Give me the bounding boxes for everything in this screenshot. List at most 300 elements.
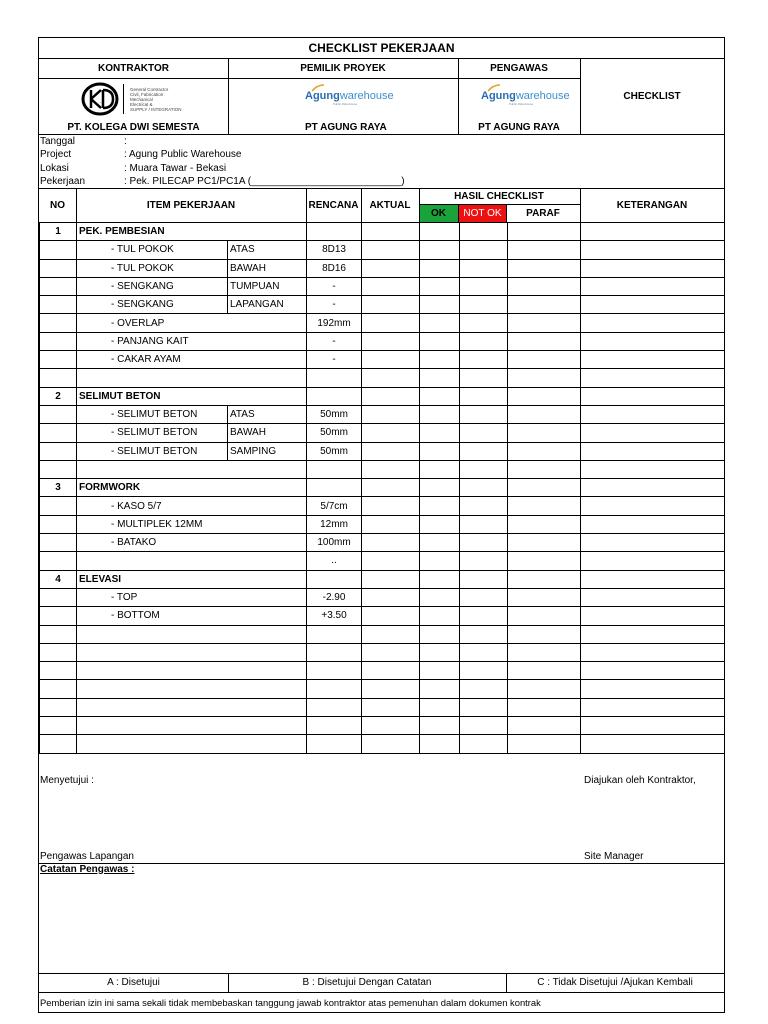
row-number: [40, 460, 77, 478]
paraf-cell: [508, 351, 581, 369]
pemilik-label: PEMILIK PROYEK: [300, 62, 386, 74]
item-detail: SAMPING: [228, 442, 307, 460]
not-ok-cell: [460, 479, 508, 497]
keterangan-cell: [581, 552, 725, 570]
item-name: [77, 717, 307, 735]
not-ok-cell: [460, 314, 508, 332]
row-number: [40, 332, 77, 350]
not-ok-cell: [460, 442, 508, 460]
paraf-cell: [508, 479, 581, 497]
table-row: [40, 424, 725, 442]
item-name: - BOTTOM: [77, 607, 307, 625]
item-name: - OVERLAP: [77, 314, 307, 332]
item-detail: BAWAH: [228, 259, 307, 277]
aktual-cell: [362, 698, 420, 716]
kds-logo: [81, 80, 182, 118]
item-name: - CAKAR AYAM: [77, 351, 307, 369]
aktual-cell: [362, 369, 420, 387]
paraf-cell: [508, 735, 581, 753]
item-name: - SELIMUT BETON: [77, 424, 228, 442]
item-name: [77, 625, 307, 643]
ok-cell: [420, 332, 460, 350]
aktual-cell: [362, 460, 420, 478]
row-number: [40, 259, 77, 277]
item-name: - SELIMUT BETON: [77, 442, 228, 460]
pekerjaan-value: : Pek. PILECAP PC1/PC1A (___________________________): [124, 176, 405, 187]
ok-cell: [420, 625, 460, 643]
keterangan-cell: [581, 680, 725, 698]
aktual-cell: [362, 223, 420, 241]
rencana-value: 50mm: [307, 442, 362, 460]
paraf-cell: [508, 588, 581, 606]
col-rencana-header: RENCANA: [308, 199, 359, 211]
row-number: [40, 717, 77, 735]
ok-cell: [420, 369, 460, 387]
aktual-cell: [362, 662, 420, 680]
item-name: SELIMUT BETON: [77, 387, 307, 405]
not-ok-cell: [460, 588, 508, 606]
rencana-value: [307, 680, 362, 698]
paraf-cell: [508, 607, 581, 625]
row-number: [40, 552, 77, 570]
item-name: - TUL POKOK: [77, 241, 228, 259]
row-number: 2: [40, 387, 77, 405]
ok-cell: [420, 387, 460, 405]
item-detail: TUMPUAN: [228, 277, 307, 295]
rencana-value: -: [307, 296, 362, 314]
item-name: [77, 369, 307, 387]
table-row: [40, 296, 725, 314]
item-name: - PANJANG KAIT: [77, 332, 307, 350]
ok-cell: [420, 460, 460, 478]
row-number: [40, 735, 77, 753]
keterangan-cell: [581, 332, 725, 350]
rencana-value: 50mm: [307, 405, 362, 423]
col-item-header: ITEM PEKERJAAN: [146, 199, 236, 211]
checklist-sheet: [38, 37, 725, 1013]
paraf-cell: [508, 698, 581, 716]
not-ok-cell: [460, 698, 508, 716]
paraf-cell: [508, 296, 581, 314]
aktual-cell: [362, 351, 420, 369]
kds-emblem-icon: [81, 81, 119, 117]
table-row: [40, 405, 725, 423]
row-number: [40, 588, 77, 606]
aktual-cell: [362, 534, 420, 552]
aktual-cell: [362, 552, 420, 570]
kontraktor-label: KONTRAKTOR: [98, 62, 169, 74]
keterangan-cell: [581, 241, 725, 259]
aktual-cell: [362, 735, 420, 753]
not-ok-cell: [460, 717, 508, 735]
col-aktual-header: AKTUAL: [369, 199, 411, 211]
ok-cell: [420, 717, 460, 735]
menyetujui-label: Menyetujui :: [40, 774, 94, 786]
not-ok-cell: [460, 497, 508, 515]
ok-cell: [420, 314, 460, 332]
not-ok-cell: [460, 277, 508, 295]
ok-cell: [420, 643, 460, 661]
paraf-cell: [508, 497, 581, 515]
kontraktor-name: PT. KOLEGA DWI SEMESTA: [67, 121, 200, 133]
col-keterangan-header: KETERANGAN: [616, 199, 688, 211]
table-row: [40, 717, 725, 735]
aktual-cell: [362, 332, 420, 350]
agung-warehouse-logo-2: Agungwarehouse Public Warehouse: [481, 90, 561, 106]
paraf-cell: [508, 405, 581, 423]
not-ok-cell: [460, 424, 508, 442]
keterangan-cell: [581, 259, 725, 277]
keterangan-cell: [581, 735, 725, 753]
paraf-cell: [508, 662, 581, 680]
ok-cell: [420, 607, 460, 625]
ok-cell: [420, 534, 460, 552]
row-number: [40, 405, 77, 423]
ok-cell: [420, 570, 460, 588]
table-row: [40, 277, 725, 295]
ok-cell: [420, 552, 460, 570]
row-number: [40, 643, 77, 661]
paraf-cell: [508, 332, 581, 350]
rencana-value: -: [307, 332, 362, 350]
rencana-value: 5/7cm: [307, 497, 362, 515]
table-row: [40, 625, 725, 643]
row-number: [40, 607, 77, 625]
ok-cell: [420, 735, 460, 753]
table-row: [40, 515, 725, 533]
row-number: [40, 296, 77, 314]
rencana-value: [307, 387, 362, 405]
aktual-cell: [362, 442, 420, 460]
not-ok-cell: [460, 534, 508, 552]
ok-cell: [420, 588, 460, 606]
aktual-cell: [362, 680, 420, 698]
checklist-table: [39, 222, 725, 754]
row-number: [40, 698, 77, 716]
item-name: - KASO 5/7: [77, 497, 307, 515]
table-row: [40, 680, 725, 698]
keterangan-cell: [581, 296, 725, 314]
item-name: - SELIMUT BETON: [77, 405, 228, 423]
not-ok-cell: [460, 662, 508, 680]
rencana-value: [307, 625, 362, 643]
rencana-value: [307, 479, 362, 497]
ok-cell: [420, 351, 460, 369]
row-number: 3: [40, 479, 77, 497]
keterangan-cell: [581, 643, 725, 661]
row-number: [40, 662, 77, 680]
keterangan-cell: [581, 460, 725, 478]
not-ok-cell: [460, 515, 508, 533]
table-row: [40, 735, 725, 753]
keterangan-cell: [581, 534, 725, 552]
project-label: Project: [40, 148, 72, 160]
table-row: [40, 643, 725, 661]
rencana-value: 8D16: [307, 259, 362, 277]
checklist-label: CHECKLIST: [623, 90, 681, 102]
col-hasil-header: HASIL CHECKLIST: [454, 190, 544, 202]
paraf-cell: [508, 223, 581, 241]
rencana-value: [307, 643, 362, 661]
item-detail: ATAS: [228, 405, 307, 423]
paraf-cell: [508, 442, 581, 460]
aktual-cell: [362, 405, 420, 423]
aktual-cell: [362, 479, 420, 497]
aktual-cell: [362, 607, 420, 625]
aktual-cell: [362, 570, 420, 588]
rencana-value: [307, 369, 362, 387]
rencana-value: [307, 698, 362, 716]
pemilik-name: PT AGUNG RAYA: [305, 121, 387, 133]
ok-cell: [420, 680, 460, 698]
aktual-cell: [362, 277, 420, 295]
ok-cell: [420, 424, 460, 442]
row-number: [40, 442, 77, 460]
keterangan-cell: [581, 570, 725, 588]
rencana-value: 8D13: [307, 241, 362, 259]
paraf-cell: [508, 241, 581, 259]
rencana-value: ..: [307, 552, 362, 570]
keterangan-cell: [581, 588, 725, 606]
tanggal-label: Tanggal: [40, 135, 76, 147]
site-manager-label: Site Manager: [584, 850, 644, 862]
table-row: [40, 442, 725, 460]
table-row: [40, 570, 725, 588]
keterangan-cell: [581, 277, 725, 295]
item-name: [77, 460, 307, 478]
not-ok-cell: [460, 241, 508, 259]
not-ok-cell: [460, 351, 508, 369]
keterangan-cell: [581, 515, 725, 533]
keterangan-cell: [581, 717, 725, 735]
paraf-cell: [508, 552, 581, 570]
not-ok-cell: [460, 387, 508, 405]
not-ok-cell: [460, 460, 508, 478]
aktual-cell: [362, 643, 420, 661]
row-number: [40, 241, 77, 259]
rencana-value: [307, 735, 362, 753]
ok-cell: [420, 223, 460, 241]
keterangan-cell: [581, 314, 725, 332]
not-ok-cell: [460, 332, 508, 350]
item-name: FORMWORK: [77, 479, 307, 497]
rencana-value: [307, 223, 362, 241]
rencana-value: +3.50: [307, 607, 362, 625]
not-ok-cell: [460, 735, 508, 753]
row-number: [40, 534, 77, 552]
pengawas-label: PENGAWAS: [490, 62, 548, 74]
ok-cell: [420, 241, 460, 259]
table-row: [40, 241, 725, 259]
keterangan-cell: [581, 662, 725, 680]
not-ok-cell: [460, 552, 508, 570]
keterangan-cell: [581, 405, 725, 423]
table-row: [40, 662, 725, 680]
row-number: [40, 369, 77, 387]
project-value: : Agung Public Warehouse: [124, 148, 242, 160]
not-ok-cell: [460, 680, 508, 698]
col-paraf-header: PARAF: [526, 208, 560, 219]
row-number: [40, 680, 77, 698]
not-ok-cell: [460, 296, 508, 314]
keterangan-cell: [581, 351, 725, 369]
aktual-cell: [362, 387, 420, 405]
rencana-value: [307, 570, 362, 588]
keterangan-cell: [581, 387, 725, 405]
keterangan-cell: [581, 698, 725, 716]
not-ok-cell: [460, 369, 508, 387]
table-row: [40, 497, 725, 515]
item-name: ELEVASI: [77, 570, 307, 588]
agung-warehouse-logo: Agungwarehouse Public Warehouse: [305, 90, 385, 106]
table-row: [40, 387, 725, 405]
item-name: - TUL POKOK: [77, 259, 228, 277]
paraf-cell: [508, 717, 581, 735]
pengawas-name: PT AGUNG RAYA: [478, 121, 560, 133]
catatan-pengawas-label: Catatan Pengawas :: [40, 863, 135, 875]
paraf-cell: [508, 515, 581, 533]
item-name: [77, 698, 307, 716]
row-number: [40, 351, 77, 369]
table-row: [40, 259, 725, 277]
item-name: - SENGKANG: [77, 277, 228, 295]
ok-cell: [420, 277, 460, 295]
row-number: [40, 314, 77, 332]
item-name: [77, 662, 307, 680]
kds-logo-text: General Contractor Civil, Fabrication Mechanical Electrical & SUPPLY / INTEGRATION: [130, 86, 182, 112]
col-no-header: NO: [50, 199, 65, 211]
aktual-cell: [362, 314, 420, 332]
table-row: [40, 698, 725, 716]
paraf-cell: [508, 680, 581, 698]
paraf-cell: [508, 387, 581, 405]
not-ok-cell: [460, 643, 508, 661]
item-name: PEK. PEMBESIAN: [77, 223, 307, 241]
item-name: [77, 552, 307, 570]
paraf-cell: [508, 625, 581, 643]
aktual-cell: [362, 717, 420, 735]
row-number: 1: [40, 223, 77, 241]
table-row: [40, 332, 725, 350]
table-row: [40, 588, 725, 606]
row-number: 4: [40, 570, 77, 588]
aktual-cell: [362, 424, 420, 442]
rencana-value: 50mm: [307, 424, 362, 442]
diajukan-label: Diajukan oleh Kontraktor,: [584, 774, 696, 786]
table-row: [40, 552, 725, 570]
pengawas-lapangan-label: Pengawas Lapangan: [40, 850, 134, 862]
item-name: - SENGKANG: [77, 296, 228, 314]
row-number: [40, 424, 77, 442]
item-name: [77, 643, 307, 661]
col-not-ok-header: NOT OK: [459, 205, 506, 222]
table-row: [40, 351, 725, 369]
table-row: [40, 314, 725, 332]
keterangan-cell: [581, 223, 725, 241]
rencana-value: -2.90: [307, 588, 362, 606]
item-name: - MULTIPLEK 12MM: [77, 515, 307, 533]
aktual-cell: [362, 497, 420, 515]
keterangan-cell: [581, 424, 725, 442]
not-ok-cell: [460, 625, 508, 643]
keterangan-cell: [581, 607, 725, 625]
aktual-cell: [362, 588, 420, 606]
item-name: - BATAKO: [77, 534, 307, 552]
item-name: [77, 735, 307, 753]
rencana-value: -: [307, 277, 362, 295]
not-ok-cell: [460, 223, 508, 241]
lokasi-label: Lokasi: [40, 162, 69, 174]
ok-cell: [420, 662, 460, 680]
rencana-value: -: [307, 351, 362, 369]
ok-cell: [420, 259, 460, 277]
tanggal-value: :: [124, 135, 127, 147]
aktual-cell: [362, 625, 420, 643]
swoosh-icon: [311, 84, 325, 92]
row-number: [40, 277, 77, 295]
paraf-cell: [508, 277, 581, 295]
rencana-value: [307, 460, 362, 478]
not-ok-cell: [460, 570, 508, 588]
item-detail: LAPANGAN: [228, 296, 307, 314]
disclaimer-text: Pemberian izin ini sama sekali tidak membebaskan tanggung jawab kontraktor atas pemenuhan dalam dokumen kontrak: [40, 997, 541, 1008]
rencana-value: [307, 717, 362, 735]
paraf-cell: [508, 534, 581, 552]
svg-text:KD: KD: [100, 103, 102, 104]
keterangan-cell: [581, 369, 725, 387]
table-row: [40, 223, 725, 241]
row-number: [40, 497, 77, 515]
pekerjaan-label: Pekerjaan: [40, 176, 86, 187]
ok-cell: [420, 442, 460, 460]
rencana-value: 192mm: [307, 314, 362, 332]
legend-b: B : Disetujui Dengan Catatan: [302, 977, 432, 988]
ok-cell: [420, 405, 460, 423]
item-name: [77, 680, 307, 698]
aktual-cell: [362, 296, 420, 314]
swoosh-icon: [487, 84, 501, 92]
not-ok-cell: [460, 607, 508, 625]
row-number: [40, 625, 77, 643]
not-ok-cell: [460, 405, 508, 423]
ok-cell: [420, 497, 460, 515]
table-row: [40, 460, 725, 478]
keterangan-cell: [581, 625, 725, 643]
item-name: - TOP: [77, 588, 307, 606]
ok-cell: [420, 479, 460, 497]
not-ok-cell: [460, 259, 508, 277]
table-row: [40, 479, 725, 497]
paraf-cell: [508, 314, 581, 332]
col-ok-header: OK: [419, 205, 458, 222]
table-row: [40, 534, 725, 552]
aktual-cell: [362, 241, 420, 259]
legend-c: C : Tidak Disetujui /Ajukan Kembali: [537, 977, 693, 988]
aktual-cell: [362, 259, 420, 277]
ok-cell: [420, 296, 460, 314]
ok-cell: [420, 515, 460, 533]
aktual-cell: [362, 515, 420, 533]
paraf-cell: [508, 570, 581, 588]
rencana-value: [307, 662, 362, 680]
paraf-cell: [508, 259, 581, 277]
lokasi-value: : Muara Tawar - Bekasi: [124, 162, 227, 174]
table-row: [40, 607, 725, 625]
ok-cell: [420, 698, 460, 716]
paraf-cell: [508, 369, 581, 387]
keterangan-cell: [581, 479, 725, 497]
keterangan-cell: [581, 442, 725, 460]
